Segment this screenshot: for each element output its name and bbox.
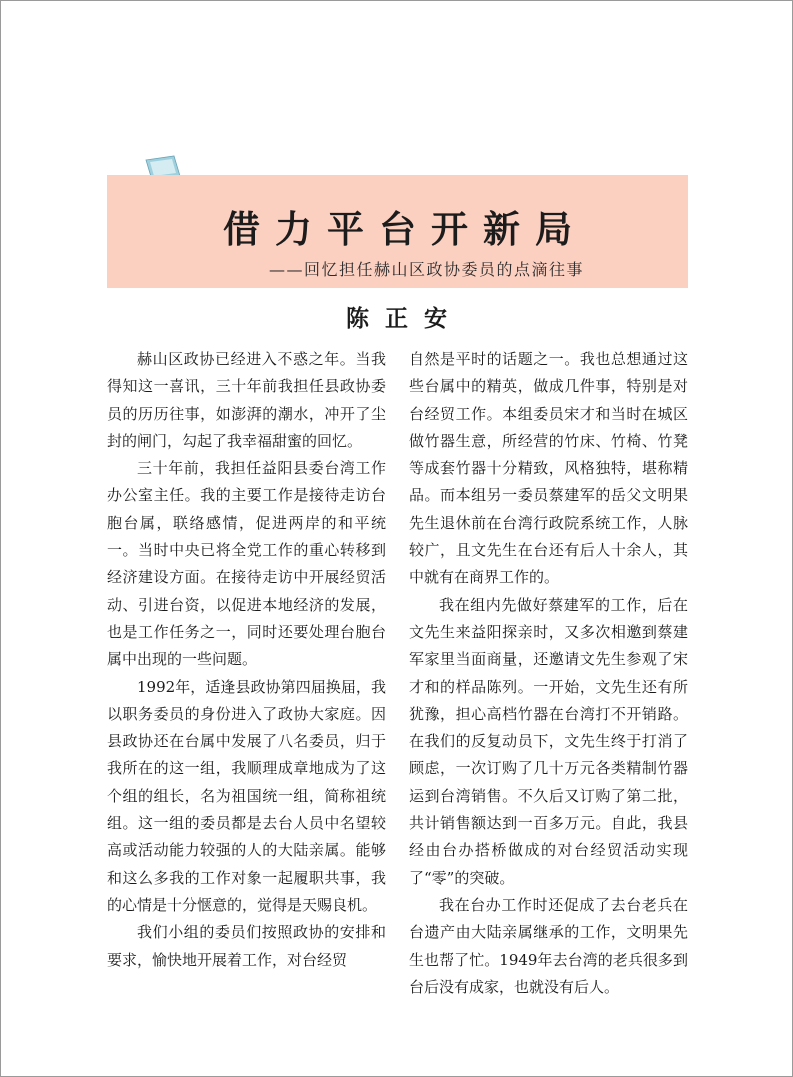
left-column	[107, 346, 386, 974]
paragraph: 我们小组的委员们按照政协的安排和要求，愉快地开展着工作，对台经贸	[107, 923, 386, 969]
title-banner	[107, 175, 688, 288]
paragraph: 我在组内先做好蔡建军的工作，后在文先生来益阳探亲时，又多次相邀到蔡建军家里当面商量，还邀请文先生参观了宋才和的样品陈列。一开始，文先生还有所犹豫，担心高档竹器在台湾打不开销路。在我们的反复动员下，文先生终于打消了顾虑，一次订购了几十万元各类精制竹器运到台湾销售。不久后又订购了第二批，共计销售额达到一百多万元。自此，我县经由台办搭桥做成的对台经贸活动实现了“零”的突破。	[409, 595, 688, 887]
paragraph: 赫山区政协已经进入不惑之年。当我得知这一喜讯，三十年前我担任县政协委员的历历往事，如澎湃的潮水，冲开了尘封的闸门，勾起了我幸福甜蜜的回忆。	[107, 350, 386, 450]
paragraph: 1992年，适逢县政协第四届换届，我以职务委员的身份进入了政协大家庭。因县政协还在台属中发展了八名委员，归于我所在的这一组，我顺理成章地成为了这个组的组长，名为祖国统一组，简称祖统组。这一组的委员都是去台人员中名望较高或活动能力较强的人的大陆亲属。能够和这么多我的工作对象一起履职共事，我的心情是十分惬意的，觉得是天赐良机。	[107, 677, 386, 914]
paragraph: 三十年前，我担任益阳县委台湾工作办公室主任。我的主要工作是接待走访台胞台属，联络感情，促进两岸的和平统一。当时中央已将全党工作的重心转移到经济建设方面。在接待走访中开展经贸活动、引进台资，以促进本地经济的发展，也是工作任务之一，同时还要处理台胞台属中出现的一些问题。	[107, 459, 386, 669]
article-title: 借力平台开新局	[223, 207, 587, 251]
article-subtitle: ——回忆担任赫山区政协委员的点滴往事	[268, 260, 584, 279]
author-name: 陈正安	[346, 305, 463, 332]
paragraph: 我在台办工作时还促成了去台老兵在台遗产由大陆亲属继承的工作，文明果先生也帮了忙。1949年去台湾的老兵很多到台后没有成家，也就没有后人。	[409, 895, 688, 996]
right-column	[409, 346, 688, 1001]
paragraph-continuation: 自然是平时的话题之一。我也总想通过这些台属中的精英，做成几件事，特别是对台经贸工作。本组委员宋才和当时在城区做竹器生意，所经营的竹床、竹椅、竹凳等成套竹器十分精致，风格独特，堪称精品。而本组另一委员蔡建军的岳父文明果先生退休前在台湾行政院系统工作，人脉较广，且文先生在台还有后人十余人，其中就有在商界工作的。	[409, 350, 688, 587]
